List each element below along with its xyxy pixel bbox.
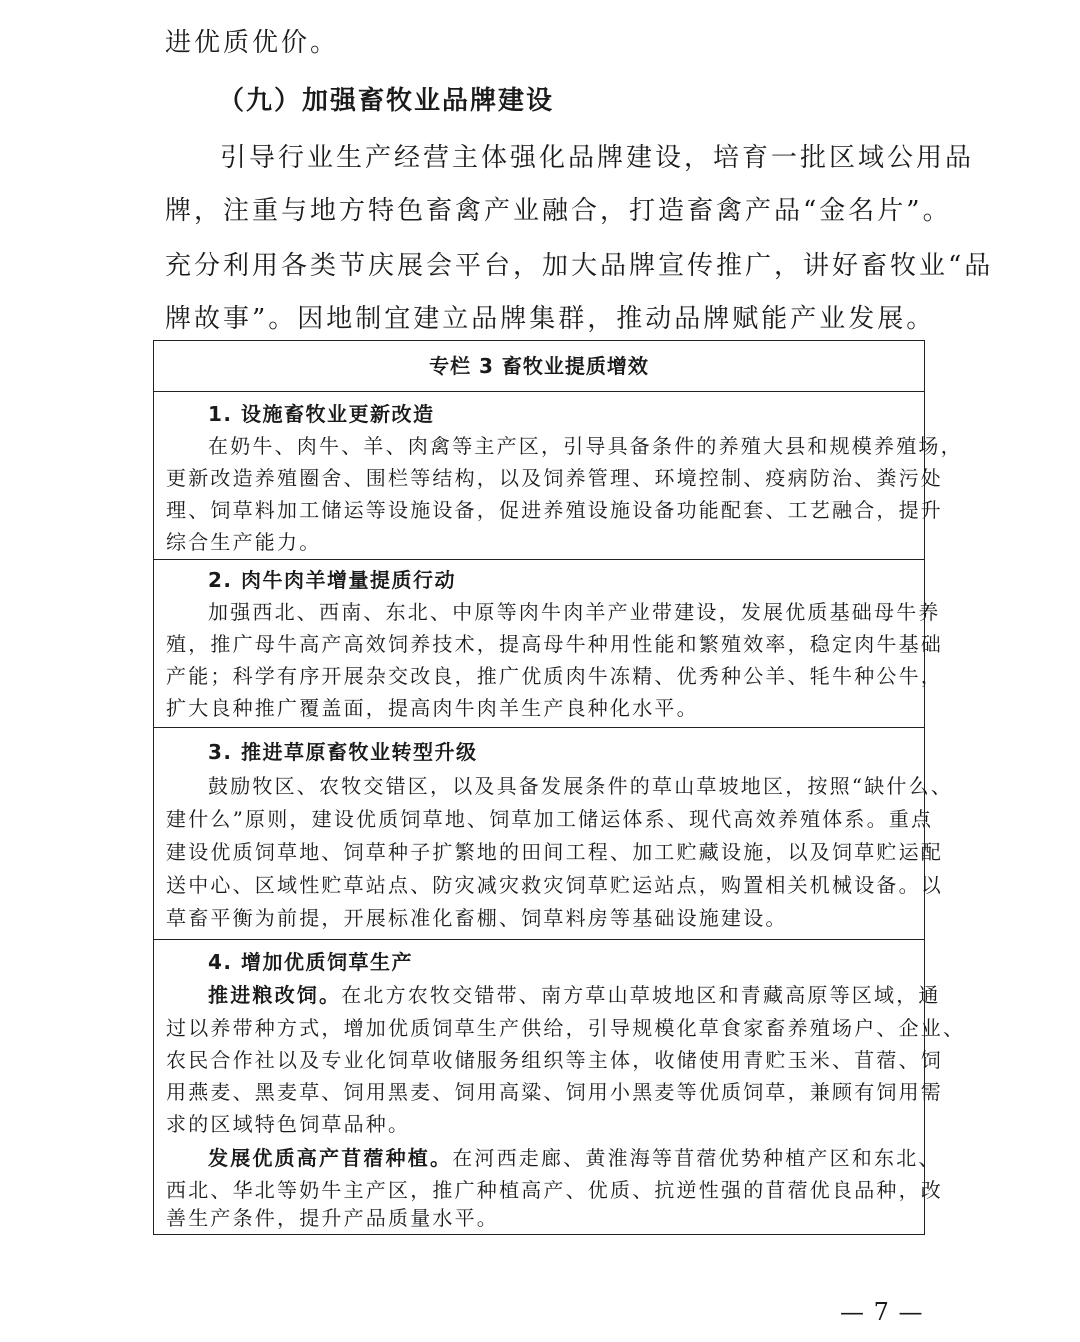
box-section-1 — [154, 392, 963, 560]
box-section-line: 鼓励牧区、农牧交错区，以及具备发展条件的草山草坡地区，按照“缺什么、 — [208, 774, 954, 798]
box-section-3 — [154, 728, 954, 940]
paragraph-line: 牌，注重与地方特色畜禽产业融合，打造畜禽产品“金名片”。 — [165, 196, 952, 226]
box-section-line: 求的区域特色饲草品种。 — [166, 1112, 411, 1136]
box-section-line: 西北、华北等奶牛主产区，推广种植高产、优质、抗逆性强的苜蓿优良品种，改 — [166, 1178, 943, 1202]
box-section-line: 加强西北、西南、东北、中原等肉牛肉羊产业带建设，发展优质基础母牛养 — [208, 600, 941, 624]
box-section-line: 善生产条件，提升产品质量水平。 — [166, 1206, 499, 1230]
box-section-title: 2. 肉牛肉羊增量提质行动 — [208, 568, 456, 592]
box-section-line: 建设优质饲草地、饲草种子扩繁地的田间工程、加工贮藏设施，以及饲草贮运配 — [166, 840, 943, 864]
paragraph-line: 引导行业生产经营主体强化品牌建设，培育一批区域公用品 — [220, 143, 975, 173]
box-section-title: 4. 增加优质饲草生产 — [208, 950, 413, 974]
paragraph-line: 充分利用各类节庆展会平台，加大品牌宣传推广，讲好畜牧业“品 — [165, 251, 994, 281]
feature-box — [153, 340, 966, 1235]
box-section-title: 1. 设施畜牧业更新改造 — [208, 402, 435, 426]
box-section-line: 过以养带种方式，增加优质饲草生产供给，引导规模化草食家畜养殖场户、企业、 — [166, 1016, 966, 1040]
box-section-line: 在奶牛、肉牛、羊、肉禽等主产区，引导具备条件的养殖大县和规模养殖场， — [208, 434, 963, 458]
box-section-line: 殖，推广母牛高产高效饲养技术，提高母牛种用性能和繁殖效率，稳定肉牛基础 — [166, 632, 943, 656]
paragraph-line: 牌故事”。因地制宜建立品牌集群，推动品牌赋能产业发展。 — [165, 304, 936, 334]
bold-lead-text: 推进粮改饲。 — [208, 983, 342, 1007]
box-section-line: 产能；科学有序开展杂交改良，推广优质肉牛冻精、优秀种公羊、牦牛种公牛， — [166, 664, 943, 688]
box-section-4 — [154, 940, 966, 1234]
box-section-line: 更新改造养殖圈舍、围栏等结构，以及饲养管理、环境控制、疫病防治、粪污处 — [166, 466, 943, 490]
box-section-2 — [154, 560, 943, 728]
continuation-text: 进优质优价。 — [165, 28, 340, 58]
box-section-line: 草畜平衡为前提，开展标准化畜棚、饲草料房等基础设施建设。 — [166, 906, 788, 930]
section-heading: （九）加强畜牧业品牌建设 — [218, 86, 555, 116]
feature-box-title: 专栏 3 畜牧业提质增效 — [154, 341, 924, 392]
box-section-line: 理、饲草料加工储运等设施设备，促进养殖设施设备功能配套、工艺融合，提升 — [166, 498, 943, 522]
box-section-line: 推进粮改饲。在北方农牧交错带、南方草山草坡地区和青藏高原等区域，通 — [208, 983, 941, 1007]
box-section-title: 3. 推进草原畜牧业转型升级 — [208, 740, 478, 764]
box-section-line: 农民合作社以及专业化饲草收储服务组织等主体，收储使用青贮玉米、苜蓿、饲 — [166, 1048, 943, 1072]
bold-lead-text: 发展优质高产苜蓿种植。 — [208, 1146, 453, 1170]
box-section-line: 送中心、区域性贮草站点、防灾减灾救灾饲草贮运站点，购置相关机械设备。以 — [166, 873, 943, 897]
page-number: — 7 — — [840, 1298, 924, 1326]
box-section-line: 建什么”原则，建设优质饲草地、饲草加工储运体系、现代高效养殖体系。重点 — [166, 807, 934, 831]
box-section-line: 用燕麦、黑麦草、饲用黑麦、饲用高粱、饲用小黑麦等优质饲草，兼顾有饲用需 — [166, 1080, 943, 1104]
box-section-line: 综合生产能力。 — [166, 530, 322, 554]
box-section-line: 扩大良种推广覆盖面，提高肉牛肉羊生产良种化水平。 — [166, 696, 699, 720]
box-section-line: 发展优质高产苜蓿种植。在河西走廊、黄淮海等苜蓿优势种植产区和东北、 — [208, 1146, 941, 1170]
